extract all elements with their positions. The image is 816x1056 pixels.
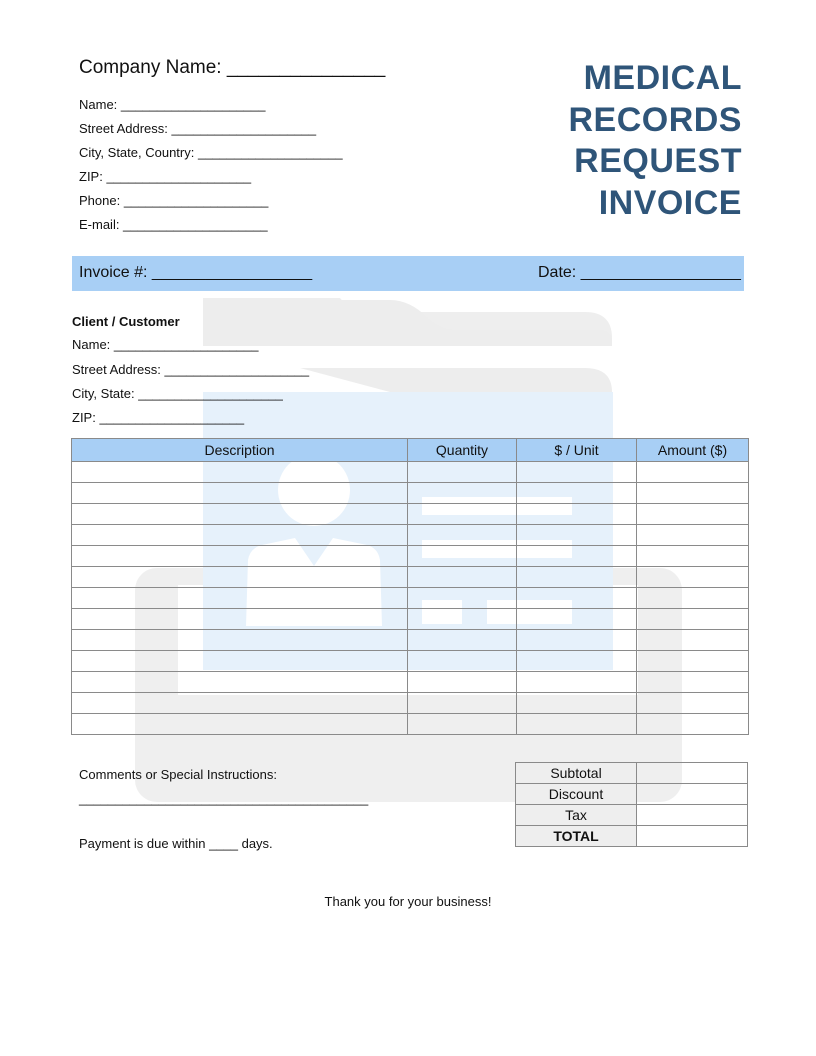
description-cell[interactable]: [72, 504, 408, 525]
subtotal-label: Subtotal: [516, 763, 637, 784]
totals-table: [515, 762, 748, 847]
table-header-row: [72, 439, 749, 462]
amount-cell[interactable]: [637, 525, 749, 546]
invoice-number-field[interactable]: Invoice #: __________________: [79, 264, 313, 281]
column-header-quantity: Quantity: [408, 439, 517, 462]
amount-cell[interactable]: [637, 546, 749, 567]
description-cell[interactable]: [72, 693, 408, 714]
subtotal-value-cell[interactable]: [637, 763, 748, 784]
table-row: [72, 651, 749, 672]
quantity-cell[interactable]: [408, 714, 517, 735]
description-cell[interactable]: [72, 525, 408, 546]
unit-price-cell[interactable]: [517, 609, 637, 630]
unit-price-cell[interactable]: [517, 672, 637, 693]
amount-cell[interactable]: [637, 609, 749, 630]
client-city-state-field[interactable]: City, State: ____________________: [72, 386, 283, 401]
description-cell[interactable]: [72, 672, 408, 693]
description-cell[interactable]: [72, 609, 408, 630]
table-row: [72, 588, 749, 609]
table-row: [72, 546, 749, 567]
client-street-address-field[interactable]: Street Address: ____________________: [72, 362, 310, 377]
table-row: [72, 567, 749, 588]
unit-price-cell[interactable]: [517, 525, 637, 546]
quantity-cell[interactable]: [408, 651, 517, 672]
amount-cell[interactable]: [637, 483, 749, 504]
tax-label: Tax: [516, 805, 637, 826]
description-cell[interactable]: [72, 546, 408, 567]
totals-row-discount: [516, 784, 748, 805]
client-name-field[interactable]: Name: ____________________: [72, 337, 259, 352]
quantity-cell[interactable]: [408, 672, 517, 693]
table-row: [72, 462, 749, 483]
amount-cell[interactable]: [637, 714, 749, 735]
totals-row-total: [516, 826, 748, 847]
description-cell[interactable]: [72, 651, 408, 672]
company-phone-field[interactable]: Phone: ____________________: [79, 193, 269, 208]
total-value-cell[interactable]: [637, 826, 748, 847]
unit-price-cell[interactable]: [517, 567, 637, 588]
amount-cell[interactable]: [637, 630, 749, 651]
quantity-cell[interactable]: [408, 525, 517, 546]
table-row: [72, 504, 749, 525]
title-line-1: MEDICAL: [583, 59, 742, 97]
totals-row-subtotal: [516, 763, 748, 784]
amount-cell[interactable]: [637, 504, 749, 525]
title-line-4: INVOICE: [598, 183, 742, 222]
tax-value-cell[interactable]: [637, 805, 748, 826]
thank-you-note: Thank you for your business!: [324, 894, 492, 909]
amount-cell[interactable]: [637, 567, 749, 588]
amount-cell[interactable]: [637, 588, 749, 609]
comments-field[interactable]: ________________________________________: [79, 791, 369, 806]
column-header-unit-price: $ / Unit: [517, 439, 637, 462]
table-row: [72, 693, 749, 714]
amount-cell[interactable]: [637, 693, 749, 714]
payment-terms-field[interactable]: Payment is due within ____ days.: [79, 836, 273, 851]
unit-price-cell[interactable]: [517, 714, 637, 735]
quantity-cell[interactable]: [408, 588, 517, 609]
unit-price-cell[interactable]: [517, 693, 637, 714]
company-contact-name-field[interactable]: Name: ____________________: [79, 97, 266, 112]
table-row: [72, 525, 749, 546]
quantity-cell[interactable]: [408, 609, 517, 630]
unit-price-cell[interactable]: [517, 462, 637, 483]
amount-cell[interactable]: [637, 672, 749, 693]
quantity-cell[interactable]: [408, 630, 517, 651]
company-city-state-country-field[interactable]: City, State, Country: ____________________: [79, 145, 343, 160]
table-row: [72, 483, 749, 504]
table-row: [72, 630, 749, 651]
company-email-field[interactable]: E-mail: ____________________: [79, 217, 268, 232]
quantity-cell[interactable]: [408, 546, 517, 567]
quantity-cell[interactable]: [408, 693, 517, 714]
title-line-3: REQUEST: [574, 142, 742, 180]
document-title: [568, 58, 742, 224]
table-row: [72, 714, 749, 735]
amount-cell[interactable]: [637, 651, 749, 672]
column-header-description: Description: [72, 439, 408, 462]
unit-price-cell[interactable]: [517, 504, 637, 525]
quantity-cell[interactable]: [408, 483, 517, 504]
column-header-amount: Amount ($): [637, 439, 749, 462]
unit-price-cell[interactable]: [517, 588, 637, 609]
discount-value-cell[interactable]: [637, 784, 748, 805]
amount-cell[interactable]: [637, 462, 749, 483]
discount-label: Discount: [516, 784, 637, 805]
description-cell[interactable]: [72, 567, 408, 588]
unit-price-cell[interactable]: [517, 546, 637, 567]
company-street-address-field[interactable]: Street Address: ____________________: [79, 121, 317, 136]
totals-row-tax: [516, 805, 748, 826]
quantity-cell[interactable]: [408, 462, 517, 483]
comments-label: Comments or Special Instructions:: [79, 767, 277, 782]
unit-price-cell[interactable]: [517, 483, 637, 504]
description-cell[interactable]: [72, 588, 408, 609]
invoice-date-field[interactable]: Date: __________________: [538, 264, 741, 281]
description-cell[interactable]: [72, 714, 408, 735]
description-cell[interactable]: [72, 630, 408, 651]
line-items-table: [71, 438, 749, 735]
total-label: TOTAL: [516, 826, 637, 847]
unit-price-cell[interactable]: [517, 630, 637, 651]
description-cell[interactable]: [72, 483, 408, 504]
title-line-2: RECORDS: [568, 100, 742, 139]
table-row: [72, 609, 749, 630]
company-zip-field[interactable]: ZIP: ____________________: [79, 169, 252, 184]
client-zip-field[interactable]: ZIP: ____________________: [72, 410, 245, 425]
client-section-heading: Client / Customer: [72, 314, 180, 329]
description-cell[interactable]: [72, 462, 408, 483]
company-name-field[interactable]: Company Name: _______________: [79, 57, 386, 78]
table-row: [72, 672, 749, 693]
quantity-cell[interactable]: [408, 504, 517, 525]
quantity-cell[interactable]: [408, 567, 517, 588]
unit-price-cell[interactable]: [517, 651, 637, 672]
